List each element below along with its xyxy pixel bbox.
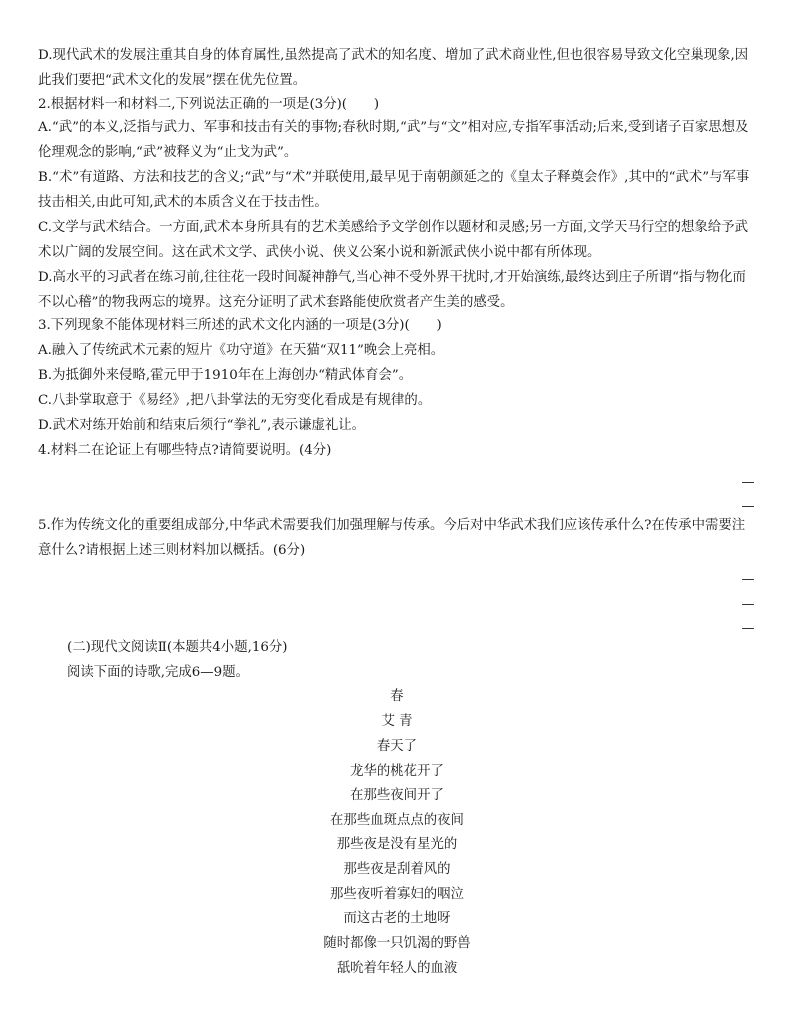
poem-line: 舐吮着年轻人的血液	[336, 961, 458, 976]
section-2-title: (二)现代文阅读Ⅱ(本题共4小题,16分)	[67, 640, 288, 655]
answer-line	[742, 482, 754, 483]
poem-line: 随时都像一只饥渴的野兽	[323, 936, 471, 951]
poem-title: 春	[390, 689, 404, 704]
poem-line: 那些夜是没有星光的	[336, 837, 458, 852]
question-3-option-c: C.八卦掌取意于《易经》,把八卦掌法的无穷变化看成是有规律的。	[38, 393, 432, 408]
poem-line: 那些夜是刮着风的	[343, 862, 451, 877]
question-2-option-c: C.文学与武术结合。一方面,武术本身所具有的艺术美感给予文学创作以题材和灵感;另一方面,文学天马行空的想象给予武术以广阔的发展空间。这在武术文学、武侠小说、侠义公案小说和新派武侠小说中都有所体现。	[38, 220, 748, 260]
poem-line: 在那些血斑点点的夜间	[330, 813, 464, 828]
answer-line	[742, 628, 754, 629]
question-2-option-a: A.“武”的本义,泛指与武力、军事和技击有关的事物;春秋时期,“武”与“文”相对应,专指军事活动;后来,受到诸子百家思想及伦理观念的影响,“武”被释义为“止戈为武”。	[38, 120, 749, 160]
question-3-option-b: B.为抵御外来侵略,霍元甲于1910年在上海创办“精武体育会”。	[38, 368, 413, 383]
poem-line: 在那些夜间开了	[350, 788, 444, 803]
question-4-stem: 4.材料二在论证上有哪些特点?请简要说明。(4分)	[38, 443, 332, 458]
material-option-d: D.现代武术的发展注重其自身的体育属性,虽然提高了武术的知名度、增加了武术商业性,但也很容易导致文化空巢现象,因此我们要把“武术文化的发展”摆在优先位置。	[38, 48, 749, 88]
poem-line: 那些夜听着寡妇的咽泣	[330, 887, 464, 902]
section-2-instruction: 阅读下面的诗歌,完成6—9题。	[67, 665, 249, 680]
question-3-option-d: D.武术对练开始前和结束后须行“拳礼”,表示谦虚礼让。	[38, 418, 366, 433]
question-3-option-a: A.融入了传统武术元素的短片《功守道》在天猫“双11”晚会上亮相。	[38, 343, 445, 358]
poem-line: 春天了	[376, 739, 418, 754]
question-5-stem: 5.作为传统文化的重要组成部分,中华武术需要我们加强理解与传承。今后对中华武术我们应该传承什么?在传承中需要注意什么?请根据上述三则材料加以概括。(6分)	[38, 518, 746, 558]
question-2-option-b: B.“术”有道路、方法和技艺的含义;“武”与“术”并联使用,最早见于南朝颜延之的《皇太子释奠会作》,其中的“武术”与军事技击相关,由此可知,武术的本质含义在于技击性。	[38, 170, 750, 210]
question-3-stem: 3.下列现象不能体现材料三所述的武术文化内涵的一项是(3分)( )	[38, 318, 442, 333]
question-2-stem: 2.根据材料一和材料二,下列说法正确的一项是(3分)( )	[38, 97, 380, 112]
poem-author: 艾 青	[381, 714, 413, 729]
answer-line	[742, 604, 754, 605]
answer-line	[742, 506, 754, 507]
poem-line: 而这古老的土地呀	[343, 911, 451, 926]
question-2-option-d: D.高水平的习武者在练习前,往往花一段时间凝神静气,当心神不受外界干扰时,才开始演练,最终达到庄子所谓“指与物化而不以心稽”的物我两忘的境界。这充分证明了武术套路能使欣赏者产生美的感受。	[38, 270, 746, 310]
answer-line	[742, 579, 754, 580]
poem-line: 龙华的桃花开了	[350, 764, 444, 779]
